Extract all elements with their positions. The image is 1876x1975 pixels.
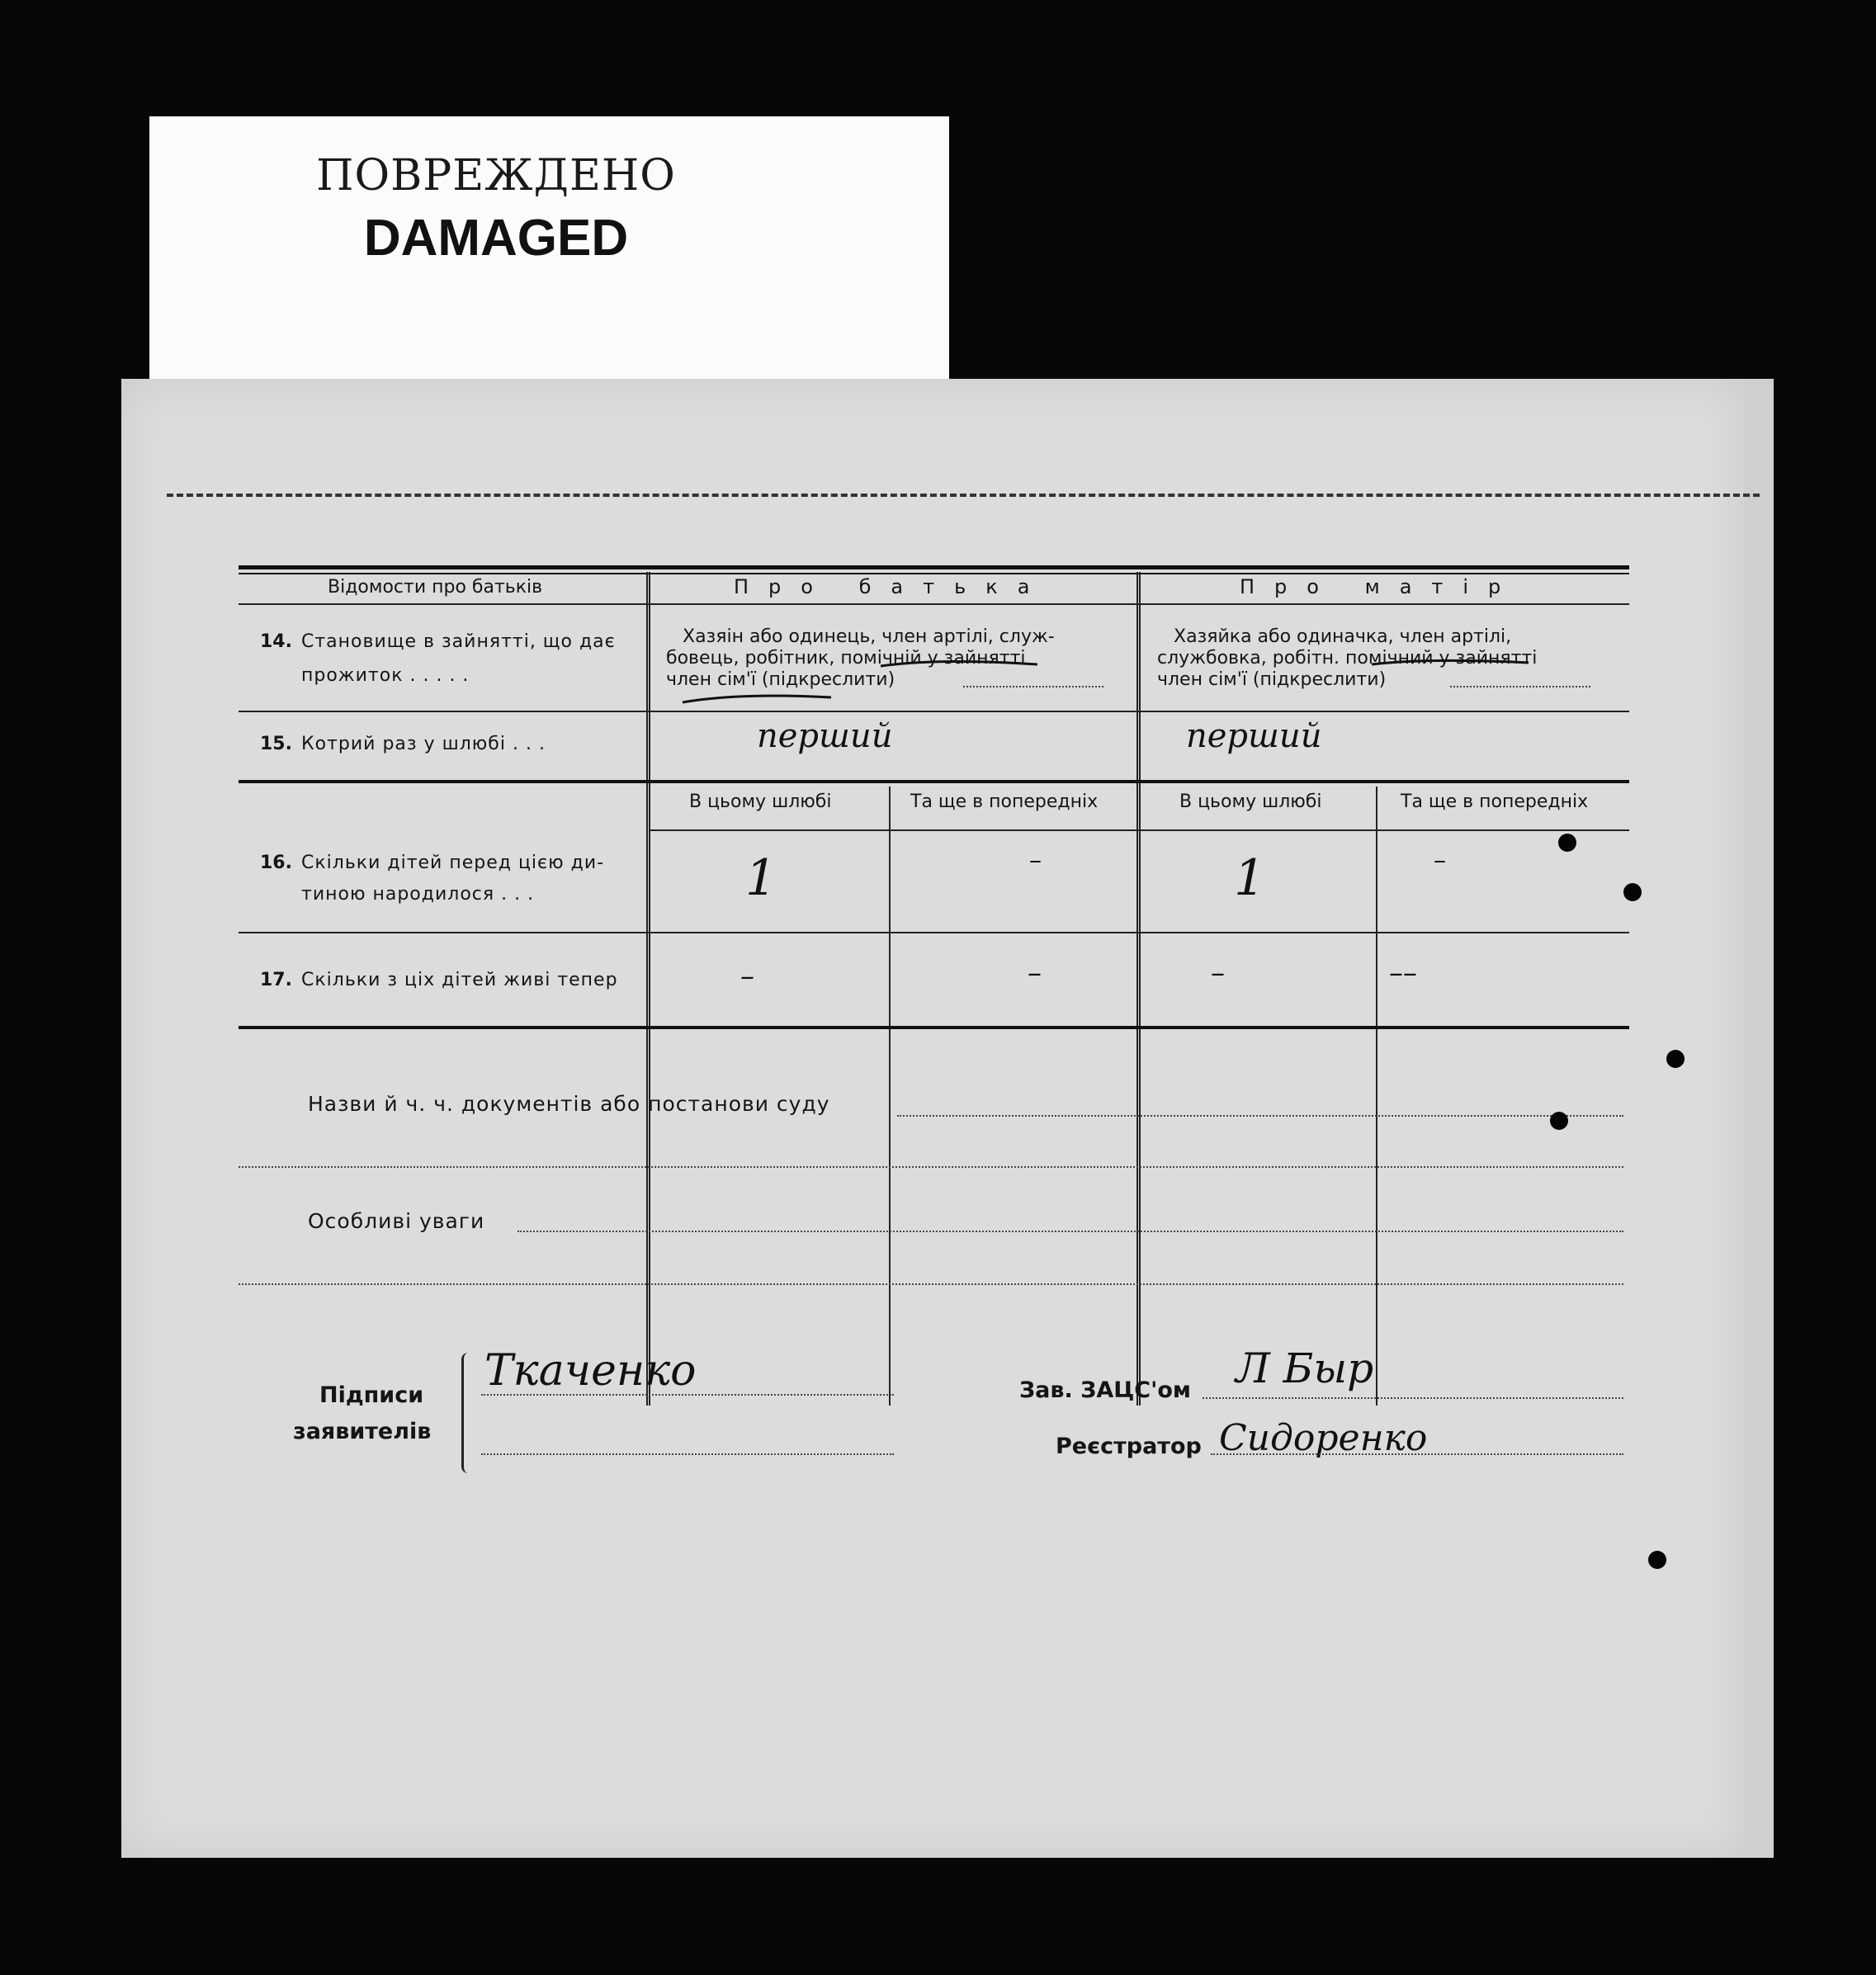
damaged-label-ru: ПОВРЕЖДЕНО [316, 151, 676, 201]
documents-line-2 [239, 1166, 1623, 1168]
applicant-line-2 [481, 1453, 894, 1455]
row14-underline-marks [666, 656, 1128, 714]
row16-father-current: 1 [745, 849, 777, 907]
punch-hole [1623, 883, 1642, 901]
col-divider-father-sub [889, 787, 891, 1406]
applicant-line-1 [481, 1394, 894, 1396]
punch-hole [1648, 1551, 1666, 1569]
row16-father-previous: – [1029, 846, 1042, 875]
row17-father-previous: – [1028, 957, 1042, 990]
subheader-rule [650, 829, 1629, 831]
head-label: Зав. ЗАЦС'ом [1019, 1377, 1191, 1403]
row14-father-3: член сім'ї (підкреслити) [666, 669, 895, 690]
punch-hole [1558, 834, 1576, 852]
row15-mother-value: перший [1186, 717, 1322, 755]
row16-mother-current: 1 [1234, 849, 1266, 907]
form-sheet [121, 379, 1744, 1858]
row17-mother-current: – [1211, 957, 1225, 990]
table-bottom-rule [239, 1026, 1629, 1029]
row17-father-current: – [740, 960, 754, 993]
header-rule [239, 603, 1629, 605]
remarks-label: Особливі уваги [308, 1209, 485, 1233]
row14-label-2: прожиток . . . . . [301, 665, 470, 686]
damaged-label-en: DAMAGED [363, 210, 629, 267]
row17-number: 17. [260, 970, 292, 990]
row17-label: Скільки з ціх дітей живі тепер [301, 970, 618, 990]
row14-rule [239, 711, 1629, 712]
header-mother: Про матір [1240, 575, 1521, 598]
row15-rule [239, 780, 1629, 783]
remarks-line-1 [517, 1231, 1623, 1232]
registrar-label: Реєстратор [1056, 1434, 1202, 1459]
head-signature: Л Быр [1236, 1344, 1374, 1392]
applicant-signature: Ткаченко [484, 1346, 697, 1396]
row14-mother-3: член сім'ї (підкреслити) [1157, 669, 1387, 690]
sheet-edge [1744, 379, 1774, 1858]
documents-label: Назви й ч. ч. документів або постанови суду [308, 1092, 830, 1116]
remarks-line-2 [239, 1283, 1623, 1285]
documents-line-1 [897, 1115, 1623, 1117]
col-divider-mother-sub [1376, 787, 1377, 1406]
punch-hole [1550, 1112, 1568, 1130]
registrar-signature: Сидоренко [1219, 1417, 1428, 1459]
row14-mother-underline-marks [1157, 656, 1619, 706]
table-top-rule [239, 565, 1629, 574]
row17-mother-previous: –– [1389, 957, 1417, 990]
row14-number: 14. [260, 631, 292, 652]
row14-father-2: бовець, робітник, помічній у зайнятті [666, 648, 1026, 669]
row14-mother-2: службовка, робітн. помічний у зайнятті [1157, 648, 1538, 669]
subheader-father-previous: Та ще в попередніх [910, 791, 1099, 812]
row16-number: 16. [260, 853, 292, 873]
subheader-mother-previous: Та ще в попередніх [1401, 791, 1589, 812]
row15-father-value: перший [757, 717, 893, 755]
header-parents: Відомости про батьків [328, 577, 543, 598]
head-line [1203, 1397, 1623, 1399]
col-divider-2 [1136, 572, 1141, 1406]
row15-label: Котрий раз у шлюбі . . . [301, 734, 546, 754]
col-divider-1 [646, 572, 650, 1406]
applicants-label-1: Підписи [319, 1382, 424, 1408]
row16-label-2: тиною народилося . . . [301, 884, 535, 905]
subheader-mother-current: В цьому шлюбі [1179, 791, 1322, 812]
header-father: Про батька [734, 575, 1050, 598]
row16-rule [239, 932, 1629, 933]
damaged-label-card [149, 116, 949, 397]
row14-label-1: Становище в зайнятті, що дає [301, 631, 616, 652]
row14-father-1: Хазяін або одинець, член артілі, служ- [683, 626, 1055, 647]
row15-number: 15. [260, 734, 292, 754]
registrar-line [1211, 1453, 1623, 1455]
subheader-father-current: В цьому шлюбі [689, 791, 832, 812]
punch-hole [1666, 1050, 1685, 1068]
perforation-line [167, 494, 1760, 497]
row16-label-1: Скільки дітей перед цією ди- [301, 853, 605, 873]
applicants-brace [461, 1353, 477, 1473]
applicants-label-2: заявителів [293, 1419, 432, 1444]
row16-mother-previous: – [1434, 846, 1446, 875]
row14-mother-1: Хазяйка або одиначка, член артілі, [1174, 626, 1512, 647]
